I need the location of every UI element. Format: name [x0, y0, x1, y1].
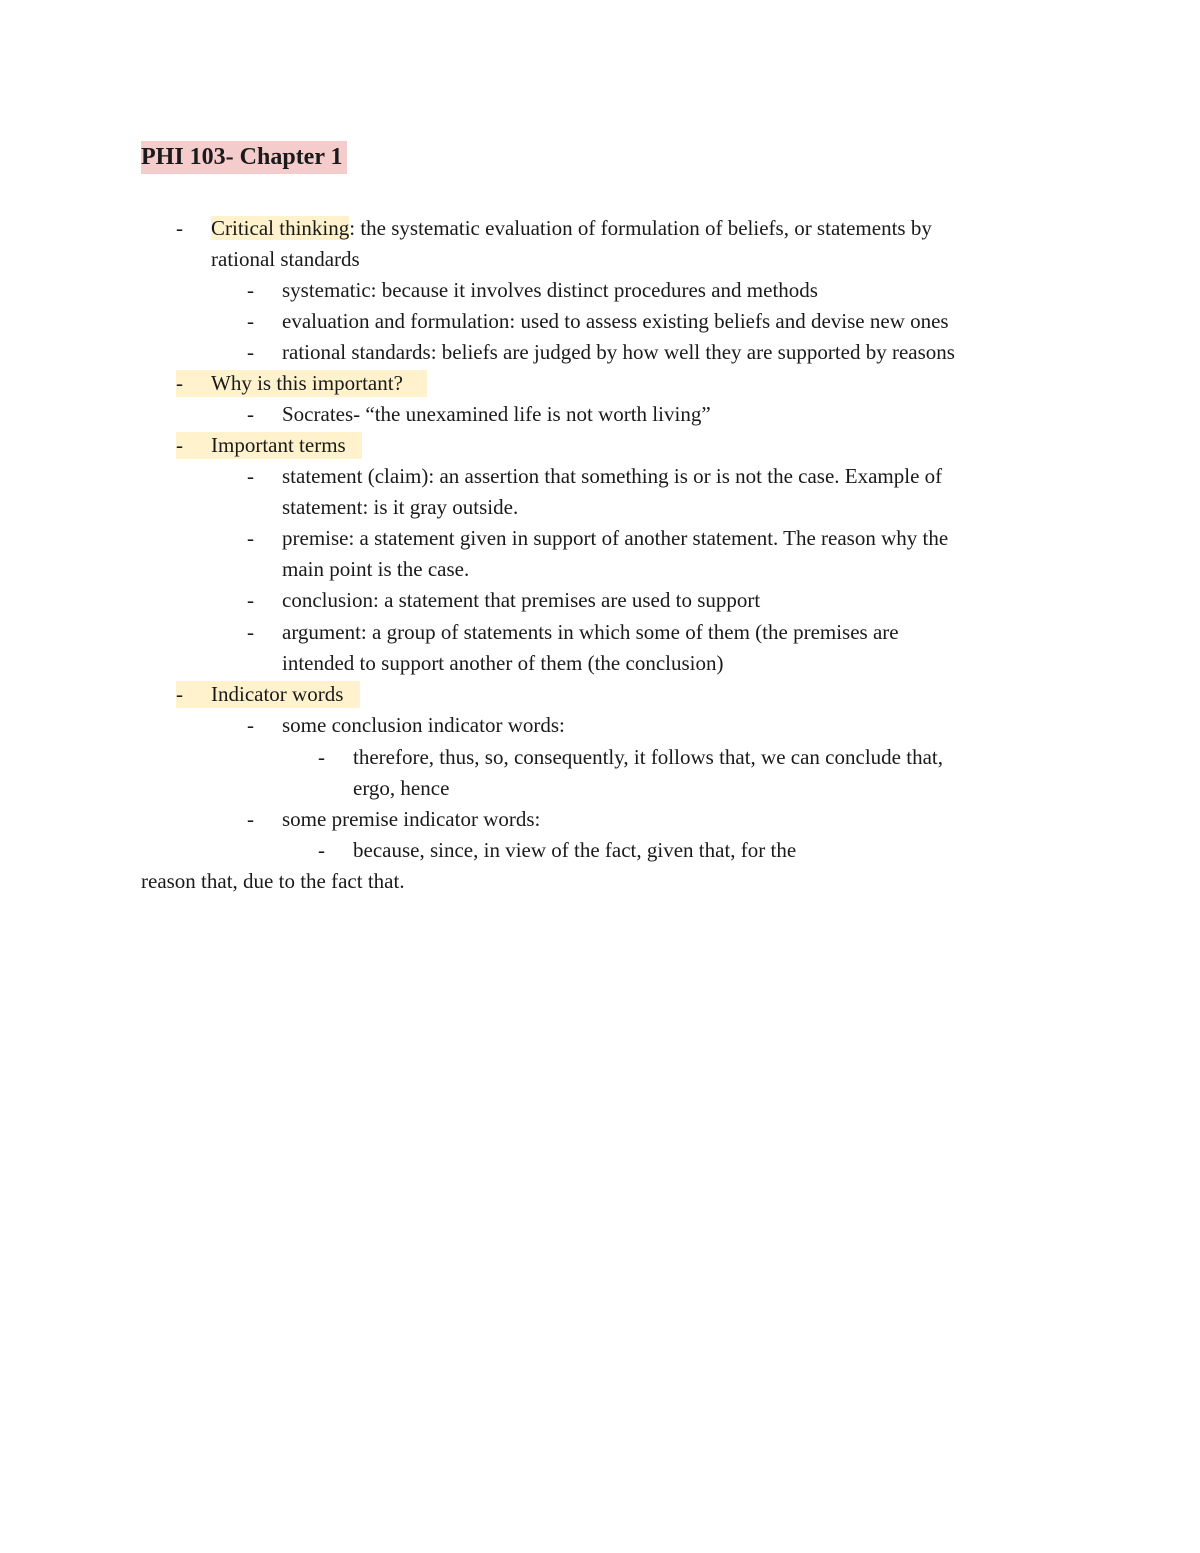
critical-thinking-definition-cont: rational standards [211, 247, 360, 271]
critical-thinking-term: Critical thinking [211, 216, 350, 240]
sub-item-systematic: systematic: because it involves distinct procedures and methods [282, 278, 818, 302]
premise-indicators-list-cont: reason that, due to the fact that. [141, 869, 405, 893]
bullet-dash: - [247, 464, 254, 488]
bullet-dash: - [176, 216, 183, 240]
bullet-dash: - [247, 402, 254, 426]
conclusion-indicators-list: therefore, thus, so, consequently, it follows that, we can conclude that, [353, 745, 943, 769]
bullet-dash: - [247, 713, 254, 737]
bullet-dash: - [247, 309, 254, 333]
bullet-dash: - [247, 340, 254, 364]
conclusion-indicators-list-cont: ergo, hence [353, 776, 450, 800]
terms-heading: Important terms [211, 433, 346, 457]
why-heading: Why is this important? [211, 371, 403, 395]
premise-indicators-list: because, since, in view of the fact, given that, for the [353, 838, 797, 862]
bullet-dash: - [318, 745, 325, 769]
bullet-dash: - [247, 588, 254, 612]
bullet-dash: - [176, 371, 183, 395]
bullet-dash: - [176, 682, 183, 706]
bullet-dash: - [247, 526, 254, 550]
conclusion-indicators-label: some conclusion indicator words: [282, 713, 565, 737]
critical-thinking-item [211, 215, 932, 241]
sub-item-rational: rational standards: beliefs are judged by how well they are supported by reasons [282, 340, 955, 364]
conclusion-definition: conclusion: a statement that premises are used to support [282, 588, 761, 612]
bullet-dash: - [318, 838, 325, 862]
argument-definition: argument: a group of statements in which some of them (the premises are [282, 620, 899, 644]
sub-item-evaluation: evaluation and formulation: used to assess existing beliefs and devise new ones [282, 309, 949, 333]
bullet-dash: - [176, 433, 183, 457]
bullet-dash: - [247, 807, 254, 831]
argument-definition-cont: intended to support another of them (the conclusion) [282, 651, 724, 675]
critical-thinking-definition: : the systematic evaluation of formulation of beliefs, or statements by [349, 216, 932, 240]
page-title: PHI 103- Chapter 1 [141, 141, 347, 174]
premise-definition-cont: main point is the case. [282, 557, 470, 581]
statement-definition: statement (claim): an assertion that something is or is not the case. Example of [282, 464, 943, 488]
socrates-quote: Socrates- “the unexamined life is not worth living” [282, 402, 711, 426]
statement-definition-cont: statement: is it gray outside. [282, 495, 519, 519]
bullet-dash: - [247, 278, 254, 302]
premise-indicators-label: some premise indicator words: [282, 807, 541, 831]
premise-definition: premise: a statement given in support of another statement. The reason why the [282, 526, 949, 550]
bullet-dash: - [247, 620, 254, 644]
indicator-heading: Indicator words [211, 682, 344, 706]
